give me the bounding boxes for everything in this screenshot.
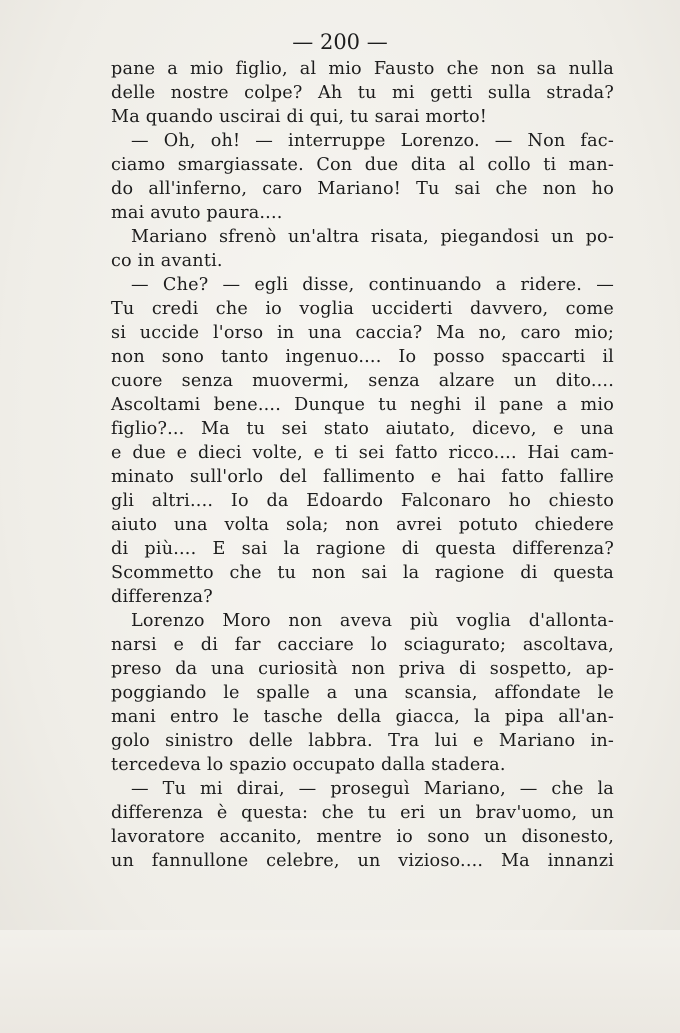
text-line: differenza è questa: che tu eri un brav'uomo, un: [111, 803, 614, 823]
text-line: non sono tanto ingenuo.... Io posso spaccarti il: [111, 347, 614, 367]
text-line: cuore senza muovermi, senza alzare un dito....: [111, 371, 614, 391]
text-line: e due e dieci volte, e ti sei fatto ricco.... Hai cam-: [111, 443, 614, 463]
page-number: — 200 —: [292, 30, 388, 54]
text-line: — Tu mi dirai, — proseguì Mariano, — che la: [131, 779, 614, 799]
text-line: Mariano sfrenò un'altra risata, piegandosi un po-: [131, 227, 614, 247]
text-line: gli altri.... Io da Edoardo Falconaro ho chiesto: [111, 491, 614, 511]
text-line: do all'inferno, caro Mariano! Tu sai che non ho: [111, 179, 614, 199]
text-line: Lorenzo Moro non aveva più voglia d'allonta-: [131, 611, 614, 631]
text-line: — Che? — egli disse, continuando a ridere. —: [131, 275, 614, 295]
text-line: un fannullone celebre, un vizioso.... Ma innanzi: [111, 851, 614, 871]
text-line: aiuto una volta sola; non avrei potuto chiedere: [111, 515, 614, 535]
text-line: Ascoltami bene.... Dunque tu neghi il pane a mio: [111, 395, 614, 415]
page-bottom-margin: [0, 930, 680, 1033]
text-line: narsi e di far cacciare lo sciagurato; ascoltava,: [111, 635, 614, 655]
text-line: — Oh, oh! — interruppe Lorenzo. — Non fac-: [131, 131, 614, 151]
text-line: differenza?: [111, 587, 213, 607]
text-line: poggiando le spalle a una scansia, affondate le: [111, 683, 614, 703]
text-line: ciamo smargiassate. Con due dita al collo ti man-: [111, 155, 614, 175]
text-line: minato sull'orlo del fallimento e hai fatto fallire: [111, 467, 614, 487]
text-line: mai avuto paura....: [111, 203, 283, 223]
text-line: delle nostre colpe? Ah tu mi getti sulla strada?: [111, 83, 614, 103]
text-line: co in avanti.: [111, 251, 223, 271]
text-line: Tu credi che io voglia ucciderti davvero, come: [111, 299, 614, 319]
text-line: Ma quando uscirai di qui, tu sarai morto!: [111, 107, 488, 127]
text-line: lavoratore accanito, mentre io sono un disonesto,: [111, 827, 614, 847]
text-line: figlio?... Ma tu sei stato aiutato, dicevo, e una: [111, 419, 614, 439]
text-line: preso da una curiosità non priva di sospetto, ap-: [111, 659, 614, 679]
text-line: pane a mio figlio, al mio Fausto che non sa nulla: [111, 59, 614, 79]
text-line: mani entro le tasche della giacca, la pipa all'an-: [111, 707, 614, 727]
body-text: [111, 57, 614, 873]
text-line: golo sinistro delle labbra. Tra lui e Mariano in-: [111, 731, 614, 751]
text-line: tercedeva lo spazio occupato dalla stadera.: [111, 755, 506, 775]
text-line: Scommetto che tu non sai la ragione di questa: [111, 563, 614, 583]
text-line: si uccide l'orso in una caccia? Ma no, caro mio;: [111, 323, 614, 343]
text-line: di più.... E sai la ragione di questa differenza?: [111, 539, 614, 559]
